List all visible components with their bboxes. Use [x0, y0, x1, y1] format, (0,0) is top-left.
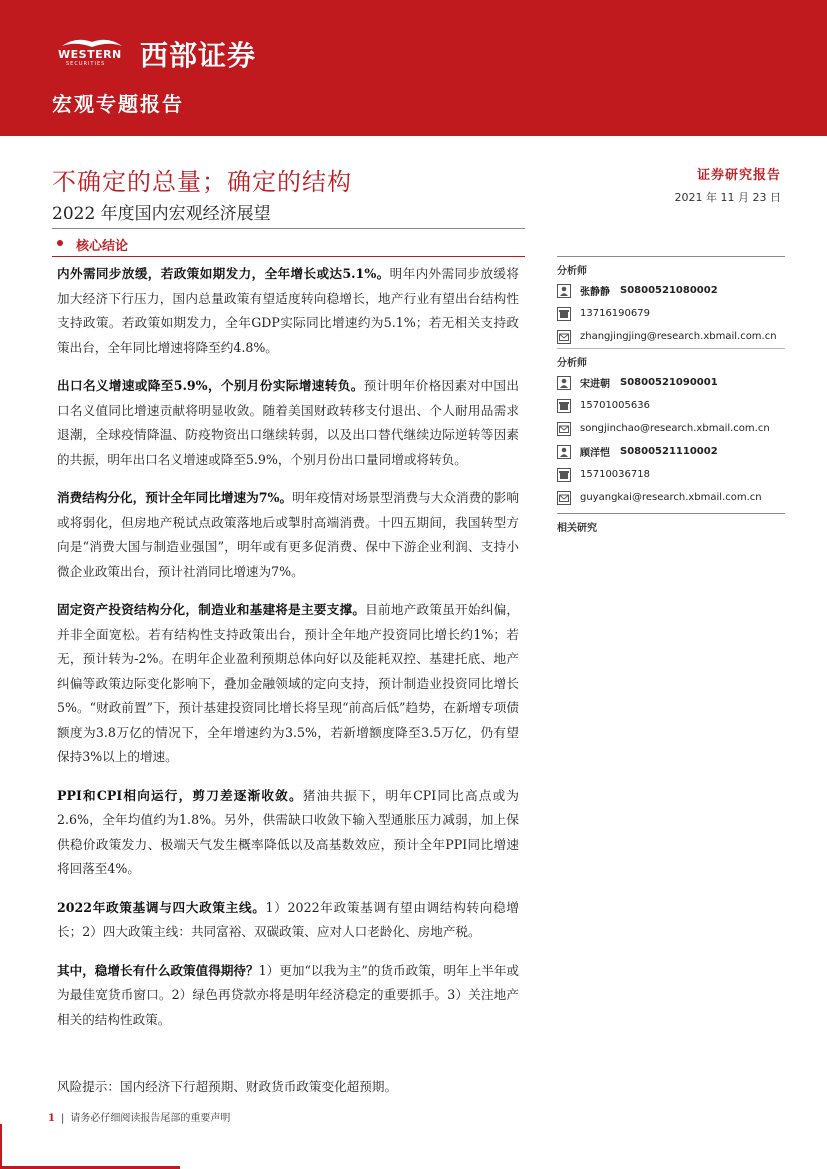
section-heading: 核心结论	[76, 239, 129, 254]
analyst-phone: 15710036718	[580, 469, 650, 480]
paragraph-lead: 消费结构分化，预计全年同比增速为7%。	[57, 490, 293, 505]
conclusion-paragraph	[57, 959, 519, 1033]
person-icon	[557, 376, 571, 390]
analyst-email[interactable]: zhangjingjing@research.xbmail.com.cn	[580, 331, 777, 342]
analyst-email-row	[557, 417, 785, 440]
report-date: 2021 年 11 月 23 日	[674, 191, 781, 204]
analyst-email[interactable]: songjinchao@research.xbmail.com.cn	[580, 423, 770, 434]
header-banner	[0, 0, 827, 136]
logo-english-sub: SECURITIES	[66, 61, 106, 67]
logo-english: WESTERN	[58, 48, 122, 61]
conclusion-paragraph	[57, 262, 519, 360]
footer-separator: |	[60, 1113, 65, 1124]
paragraph-lead: 固定资产投资结构分化，制造业和基建将是主要支撑。	[57, 602, 366, 617]
person-icon	[557, 445, 571, 459]
phone-icon	[557, 399, 571, 413]
panel-divider	[557, 256, 785, 257]
bullet-icon	[57, 240, 63, 246]
paragraph-lead: PPI和CPI相向运行，剪刀差逐渐收敛。	[57, 787, 303, 803]
conclusion-paragraph	[57, 896, 519, 945]
core-conclusions	[57, 262, 519, 1046]
paragraph-lead: 内外需同步放缓，若政策如期发力，全年增长或达5.1%。	[57, 266, 390, 281]
paragraph-body: 1）2022年政策基调有望由调结构转向稳增长；2）四大政策主线：共同富裕、双碳政策、应对人口老龄化、房地产税。	[57, 899, 519, 939]
email-icon	[557, 491, 571, 505]
analyst-phone: 15701005636	[580, 400, 650, 411]
analyst-name-row	[557, 440, 785, 463]
conclusion-paragraph	[57, 374, 519, 472]
conclusion-paragraph	[57, 486, 519, 584]
corner-accent	[0, 1124, 2, 1169]
paragraph-body: 预计明年价格因素对中国出口名义值同比增速贡献将明显收敛。随着美国财政转移支付退出、个人耐用品需求退潮，全球疫情降温、防疫物资出口继续转弱，以及出口替代继续边际逆转等因素的共振，明年出口名义增速或降至5.9%，个别月份出口量同增或将转负。	[57, 378, 520, 467]
analyst-name-row	[557, 279, 785, 302]
page-title: 不确定的总量；确定的结构	[52, 168, 352, 196]
email-icon	[557, 422, 571, 436]
title-divider	[52, 228, 525, 229]
analyst-email[interactable]: guyangkai@research.xbmail.com.cn	[580, 492, 762, 503]
panel-divider	[557, 348, 785, 349]
analyst-phone-row	[557, 394, 785, 417]
paragraph-body: 目前地产政策虽开始纠偏，并非全面宽松。若有结构性支持政策出台，预计全年地产投资同比增长约1%；若无，预计转为-2%。在明年企业盈利预期总体向好以及能耗双控、基建托底、地产纠偏等政策边际变化影响下，叠加金融领域的定向支持，预计制造业投资同比增长5%。“财政前置”下，预计基建投资同比增长将呈现“前高后低”趋势，在新增专项债额度为3.8万亿的情况下，全年增速约为3.5%，若新增额度降至3.5万亿，仍有望保持3%以上的增速。	[57, 602, 520, 764]
report-label: 证券研究报告	[696, 168, 781, 183]
paragraph-body: 明年内外需同步放缓将加大经济下行压力，国内总量政策有望适度转向稳增长，地产行业有望出台结构性支持政策。若政策如期发力，全年GDP实际同比增速约为5.1%；若无相关支持政策出台，全年同比增速将降至约4.8%。	[57, 266, 519, 355]
page-number: 1	[48, 1113, 55, 1124]
analyst-name: 顾洋恺	[580, 448, 610, 459]
section-divider	[52, 256, 525, 257]
analyst-phone-row	[557, 302, 785, 325]
analyst-email-row	[557, 325, 785, 348]
analyst-name-row	[557, 371, 785, 394]
analyst-phone-row	[557, 463, 785, 486]
analyst-cert: S0800521080002	[620, 285, 718, 296]
phone-icon	[557, 468, 571, 482]
analyst-email-row	[557, 486, 785, 509]
page-subtitle: 2022 年度国内宏观经济展望	[52, 204, 271, 224]
conclusion-paragraph	[57, 598, 519, 770]
paragraph-body: 明年疫情对场景型消费与大众消费的影响或将弱化，但房地产税试点政策落地后或掣肘高端消费。十四五期间，我国转型方向是“消费大国与制造业强国”，明年或有更多促消费、保中下游企业利润、支持小微企业政策出台，预计社消同比增速为7%。	[57, 490, 520, 579]
related-research-heading: 相关研究	[557, 523, 597, 534]
analyst-cert: S0800521110002	[620, 446, 718, 457]
person-icon	[557, 284, 571, 298]
analyst-name: 张静静	[580, 287, 610, 298]
analyst-panel	[557, 256, 785, 536]
risk-warning: 风险提示：国内经济下行超预期、财政货币政策变化超预期。	[57, 1079, 398, 1094]
email-icon	[557, 330, 571, 344]
page-footer	[48, 1109, 230, 1124]
panel-divider	[557, 513, 785, 514]
analyst-phone: 13716190679	[580, 308, 650, 319]
company-name: 西部证券	[140, 39, 257, 72]
footer-disclaimer: 请务必仔细阅读报告尾部的重要声明	[70, 1113, 231, 1124]
paragraph-lead: 出口名义增速或降至5.9%，个别月份实际增速转负。	[57, 378, 364, 393]
paragraph-lead: 2022年政策基调与四大政策主线。	[57, 899, 266, 915]
paragraph-lead: 其中，稳增长有什么政策值得期待？	[57, 962, 259, 978]
phone-icon	[557, 307, 571, 321]
analyst-name: 宋进朝	[580, 379, 610, 390]
analyst-heading: 分析师	[557, 266, 587, 277]
analyst-heading: 分析师	[557, 358, 587, 369]
paragraph-body: 1）更加“以我为主”的货币政策，明年上半年或为最佳宽货币窗口。2）绿色再贷款亦将是明年经济稳定的重要抓手。3）关注地产相关的结构性政策。	[57, 962, 520, 1027]
report-type: 宏观专题报告	[52, 92, 184, 116]
analyst-cert: S0800521090001	[620, 377, 718, 388]
paragraph-body: 猪油共振下，明年CPI同比高点或为2.6%，全年均值约为1.8%。另外，供需缺口收敛下输入型通胀压力减弱，加上保供稳价政策发力、极端天气发生概率降低以及高基数效应，预计全年PPI同比增速将回落至4%。	[57, 787, 519, 876]
conclusion-paragraph	[57, 784, 519, 882]
